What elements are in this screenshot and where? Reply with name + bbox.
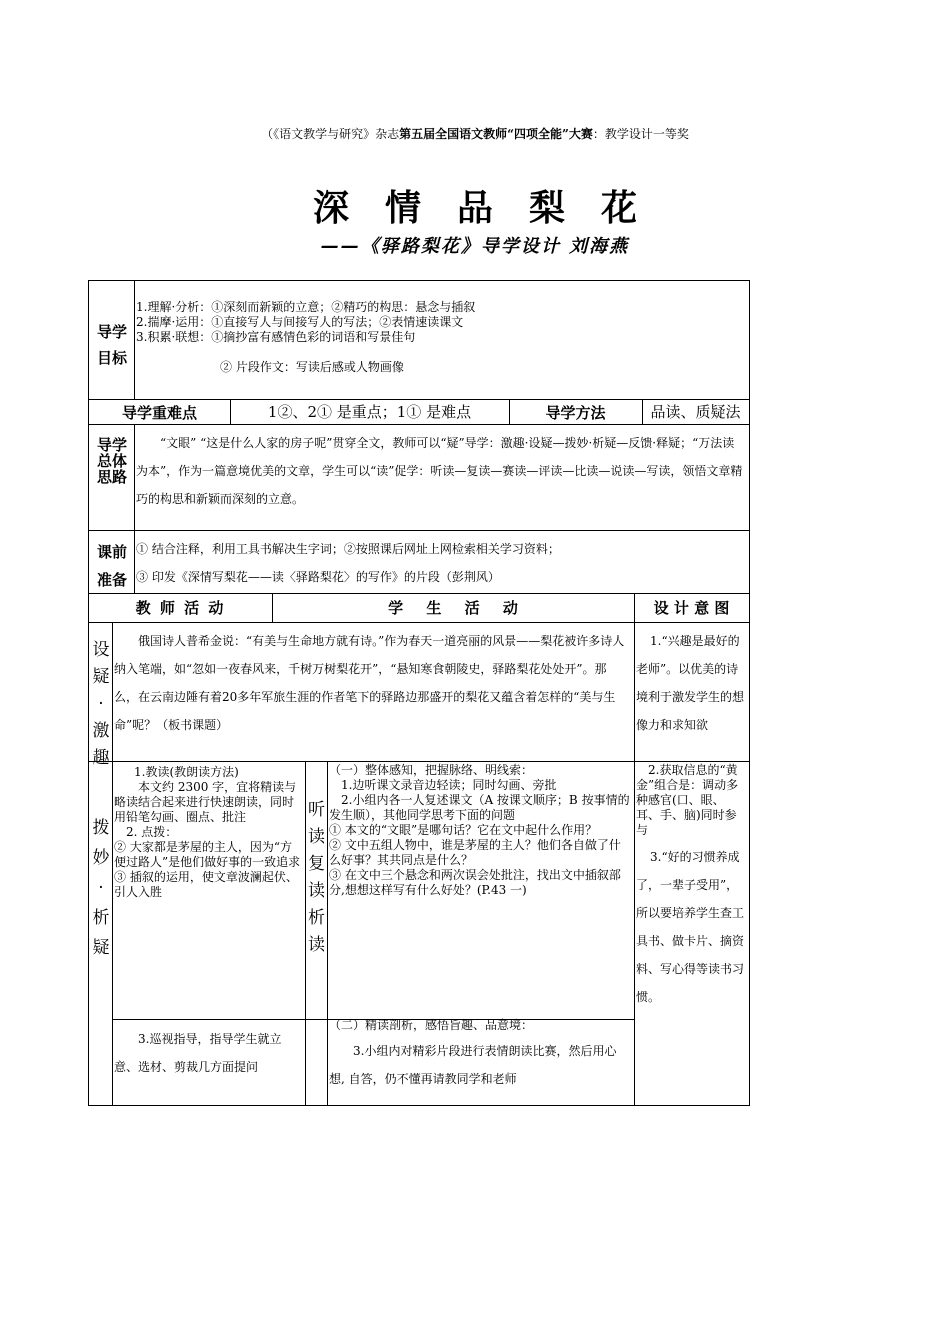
approach-text: “文眼” “这是什么人家的房子呢”贯穿全文，教师可以“疑”导学：激趣·设疑—拨妙·析疑—反馈·释疑；“万法读为本”，作为一篇意境优美的文章，学生可以“读”促学：听读—复读—赛读—评读—比读—说读—写读，领悟文章精巧的构思和新颖而深刻的立意。	[136, 436, 743, 506]
key-points-label: 导学重难点	[121, 404, 197, 422]
stage2-teacher-line-2: 本文约 2300 字，宜将精读与略读结合起来进行快速朗读，同时用铅笔勾画、圈点、批注	[114, 780, 297, 824]
prep-line-2: ③ 印发《深情写梨花——读〈驿路梨花〉的写作》的片段（彭荆风）	[136, 570, 500, 584]
design-intent-header: 设 计 意 图	[653, 599, 730, 617]
stage2-student-line-3: 2.小组内各一人复述课文（A 按课文顺序；B 按事情的发生顺），其他同学思考下面的问题	[329, 793, 630, 822]
lesson-plan-table	[88, 280, 750, 1106]
stage2-label: 拨妙·析疑	[92, 818, 110, 958]
prep-content	[136, 535, 746, 591]
award-note	[0, 125, 950, 142]
stage2-intent	[636, 763, 746, 1011]
award-note-bold: 第五届全国语文教师“四项全能”大赛	[399, 127, 593, 141]
student-activity-header: 学 生 活 动	[388, 599, 518, 617]
sub-title: ——《驿路梨花》导学设计 刘海燕	[320, 236, 630, 257]
stage3-student-head: （二）精读剖析，感悟旨趣、品意境：	[329, 1018, 534, 1032]
stage2-student	[329, 763, 631, 898]
prep-line-1: ① 结合注释，利用工具书解决生字词；②按照课后网址上网检索相关学习资料；	[136, 542, 560, 556]
goal-line-2: 2.揣摩·运用：①直接写人与间接写人的写法；②表情速读课文	[136, 315, 464, 329]
stage2-student-line-1: （一）整体感知，把握脉络、明线索：	[329, 763, 534, 777]
stage2-teacher-line-5: ③ 插叙的运用，使文章波澜起伏、引人入胜	[114, 870, 298, 899]
stage3-student	[329, 1017, 631, 1093]
stage2-intent-line-2: 3.“好的习惯养成了，一辈子受用”，所以要培养学生查工具书、做卡片、摘资料、写心得等读书习惯。	[636, 850, 745, 1004]
stage3-teacher: 3.巡视指导，指导学生就立意、选材、剪裁几方面提问	[114, 1032, 282, 1074]
key-points-value: 1②、2① 是重点；1① 是难点	[267, 403, 472, 421]
stage2-teacher-line-4: ② 大家都是茅屋的主人，因为“方便过路人”是他们做好事的一致追求	[114, 840, 301, 869]
prep-label: 课前准备	[96, 543, 127, 589]
method-label: 导学方法	[545, 404, 606, 422]
stage2-student-line-5: ② 文中五组人物中，谁是茅屋的主人？他们各自做了什么好事？其共同点是什么？	[329, 838, 621, 867]
award-note-suffix: ：教学设计一等奖	[592, 127, 689, 141]
stage2-student-label: 听读复读析读	[308, 800, 325, 955]
teacher-activity-header: 教 师 活 动	[135, 599, 226, 617]
stage3-student-text: 3.小组内对精彩片段进行表情朗读比赛，然后用心想, 自答，仍不懂再请教同学和老师	[329, 1044, 617, 1086]
stage2-student-line-6: ③ 在文中三个悬念和两次误会处批注，找出文中插叙部分,想想这样写有什么好处？(P.43 一)	[329, 868, 621, 897]
stage2-teacher-line-1: 1.教读(教朗读方法)	[134, 765, 239, 779]
main-title: 深情品梨花	[312, 188, 673, 229]
goal-line-4: ② 片段作文：写读后感或人物画像	[220, 360, 404, 374]
stage2-student-line-4: ① 本文的“文眼”是哪句话？它在文中起什么作用？	[329, 823, 598, 837]
stage2-teacher-line-3: 2. 点拨：	[126, 825, 178, 839]
stage2-student-line-2: 1.边听课文录音边轻读；同时勾画、旁批	[341, 778, 557, 792]
goal-line-3: 3.积累·联想：①摘抄富有感情色彩的词语和写景佳句	[136, 330, 416, 344]
goals-label: 导学目标	[96, 323, 127, 367]
goals-content	[136, 300, 736, 375]
stage1-intent: 1.“兴趣是最好的老师”。以优美的诗境利于激发学生的想像力和求知欲	[636, 634, 745, 732]
goal-line-1: 1.理解·分析：①深刻而新颖的立意；②精巧的构思：悬念与插叙	[136, 300, 476, 314]
award-note-prefix: （《语文教学与研究》杂志	[261, 127, 400, 141]
stage1-label: 设疑·激趣	[92, 640, 110, 768]
approach-label: 导学总体思路	[96, 436, 127, 486]
stage1-text: 俄国诗人普希金说：“有美与生命地方就有诗。”作为春天一道亮丽的风景——梨花被许多诗人纳入笔端，如“忽如一夜春风来，千树万树梨花开”，“悬知寒食朝陵史，驿路梨花处处开”。那么，在云南边陲有着20多年军旅生涯的作者笔下的驿路边那盛开的梨花又蕴含着怎样的“美与生命”呢？（板书课题）	[114, 634, 625, 732]
stage2-intent-line-1: 2.获取信息的“黄金”组合是：调动多种感官(口、眼、耳、手、脑)同时参与	[636, 763, 739, 837]
method-value: 品读、质疑法	[650, 403, 741, 421]
stage2-teacher	[114, 765, 303, 900]
